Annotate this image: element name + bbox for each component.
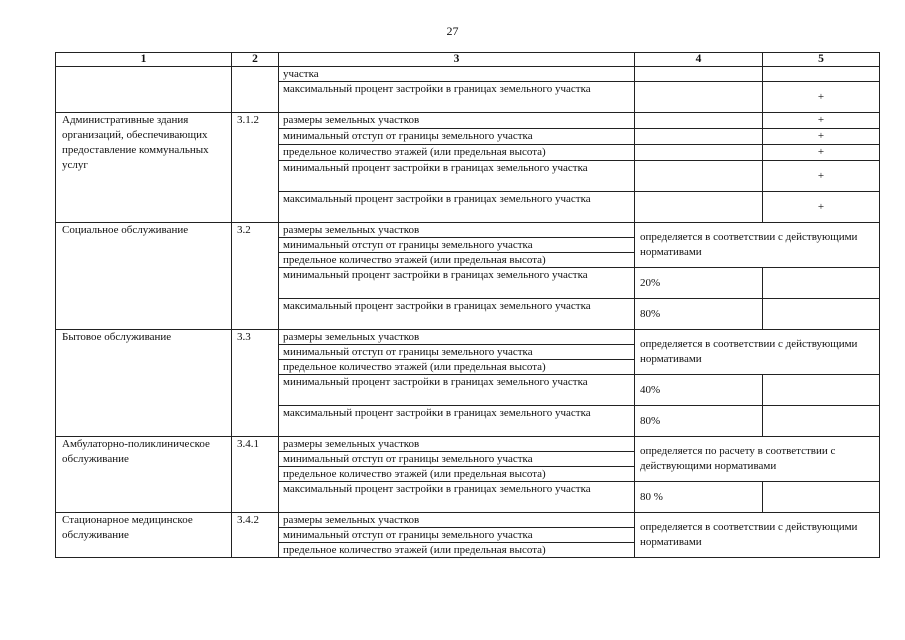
mark-cell: + [763,161,880,192]
value-cell: 80% [635,406,763,437]
regulations-table [55,52,880,558]
value-cell [635,82,763,113]
value-cell: определяется в соответствии с действующими нормативами [635,513,880,558]
param-cell: предельное количество этажей (или предельная высота) [279,253,635,268]
mark-cell: + [763,129,880,145]
param-cell: минимальный отступ от границы земельного участка [279,238,635,253]
value-cell: 40% [635,375,763,406]
param-cell: предельное количество этажей (или предельная высота) [279,467,635,482]
use-code-cell [232,67,279,113]
value-cell [635,161,763,192]
table-row [56,223,880,238]
use-code-cell: 3.4.1 [232,437,279,513]
value-cell: определяется в соответствии с действующими нормативами [635,330,880,375]
param-cell: предельное количество этажей (или предельная высота) [279,145,635,161]
param-cell: минимальный отступ от границы земельного участка [279,528,635,543]
param-cell: максимальный процент застройки в границах земельного участка [279,82,635,113]
value-cell: 80 % [635,482,763,513]
value-cell [635,192,763,223]
mark-cell: + [763,145,880,161]
table-row [56,513,880,528]
table-row [56,113,880,129]
table-header-row [56,53,880,67]
use-name-cell: Стационарное медицинское обслуживание [56,513,232,558]
value-cell: определяется по расчету в соответствии с действующими нормативами [635,437,880,482]
param-cell: минимальный процент застройки в границах земельного участка [279,268,635,299]
mark-cell: + [763,113,880,129]
col-header-4: 4 [635,53,763,67]
param-cell: минимальный отступ от границы земельного участка [279,345,635,360]
col-header-3: 3 [279,53,635,67]
col-header-5: 5 [763,53,880,67]
mark-cell: + [763,192,880,223]
page-number: 27 [446,24,459,38]
param-cell: предельное количество этажей (или предельная высота) [279,360,635,375]
param-cell: максимальный процент застройки в границах земельного участка [279,406,635,437]
param-cell: максимальный процент застройки в границах земельного участка [279,482,635,513]
param-cell: размеры земельных участков [279,113,635,129]
param-cell: размеры земельных участков [279,513,635,528]
param-cell: минимальный процент застройки в границах земельного участка [279,161,635,192]
use-code-cell: 3.4.2 [232,513,279,558]
param-cell: минимальный процент застройки в границах земельного участка [279,375,635,406]
param-cell: предельное количество этажей (или предельная высота) [279,543,635,558]
param-cell: максимальный процент застройки в границах земельного участка [279,192,635,223]
use-name-cell: Амбулаторно-поликлиническое обслуживание [56,437,232,513]
mark-cell [763,299,880,330]
value-cell [635,145,763,161]
value-cell: 80% [635,299,763,330]
param-cell: размеры земельных участков [279,223,635,238]
table-row [56,437,880,452]
use-name-cell: Административные здания организаций, обеспечивающих предоставление коммунальных услуг [56,113,232,223]
table-row [56,330,880,345]
param-cell: максимальный процент застройки в границах земельного участка [279,299,635,330]
param-cell: минимальный отступ от границы земельного участка [279,129,635,145]
use-name-cell: Бытовое обслуживание [56,330,232,437]
param-cell: размеры земельных участков [279,437,635,452]
mark-cell [763,482,880,513]
col-header-1: 1 [56,53,232,67]
use-name-cell [56,67,232,113]
mark-cell [763,406,880,437]
use-code-cell: 3.1.2 [232,113,279,223]
param-cell: участка [279,67,635,82]
use-code-cell: 3.3 [232,330,279,437]
col-header-2: 2 [232,53,279,67]
value-cell: определяется в соответствии с действующими нормативами [635,223,880,268]
use-name-cell: Социальное обслуживание [56,223,232,330]
param-cell: размеры земельных участков [279,330,635,345]
table-row [56,67,880,82]
value-cell [635,129,763,145]
mark-cell [763,375,880,406]
value-cell: 20% [635,268,763,299]
mark-cell: + [763,82,880,113]
value-cell [635,113,763,129]
value-cell [635,67,763,82]
mark-cell [763,67,880,82]
use-code-cell: 3.2 [232,223,279,330]
mark-cell [763,268,880,299]
param-cell: минимальный отступ от границы земельного участка [279,452,635,467]
